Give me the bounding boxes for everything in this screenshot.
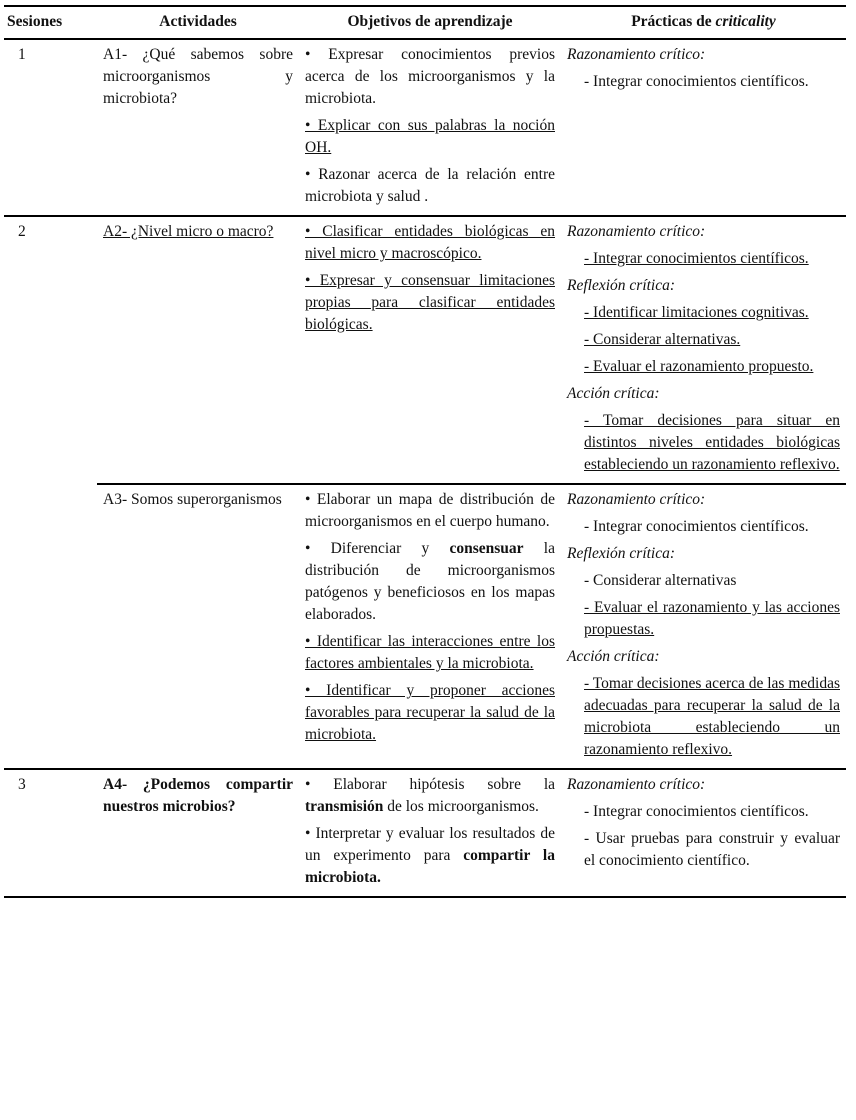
objective-item: • Clasificar entidades biológicas en nivel micro y macroscópico. [305,223,555,262]
objective-bold: compartir la microbiota. [305,847,555,886]
practice-category: Acción crítica: [567,648,660,665]
objective-item [305,538,555,626]
objective-item: • Identificar y proponer acciones favorables para recuperar la salud de la microbiota. [305,682,555,743]
objectives-cell [299,769,561,897]
activity-cell: A2- ¿Nivel micro o macro? [97,216,299,484]
session-number-empty [4,484,97,769]
practice-item: - Tomar decisiones para situar en distintos niveles entidades biológicas estableciendo un razonamiento reflexivo. [584,412,840,473]
header-practicas [561,6,846,39]
table-row [4,39,846,216]
session-number: 1 [18,46,26,63]
objective-item: • Expresar y consensuar limitaciones propias para clasificar entidades biológicas. [305,272,555,333]
objectives-cell [299,39,561,216]
activities-table [4,5,846,898]
objective-text: • Interpretar y evaluar los resultados de un experimento para [305,825,555,864]
objective-item: • Expresar conocimientos previos acerca de los microorganismos y la microbiota. [305,46,555,107]
header-practicas-prefix: Prácticas de [631,13,716,30]
objectives-cell [299,484,561,769]
table-header-row [4,6,846,39]
objective-item: • Razonar acerca de la relación entre microbiota y salud . [305,166,555,205]
objective-item [305,823,555,889]
objective-text: • Elaborar hipótesis sobre la [305,776,555,793]
objective-text: • Diferenciar y [305,540,450,557]
activity-cell [97,769,299,897]
practice-item: - Integrar conocimientos científicos. [584,250,809,267]
practice-category: Razonamiento crítico: [567,46,706,63]
practice-category: Razonamiento crítico: [567,491,706,508]
table-row [4,216,846,484]
objectives-cell [299,216,561,484]
practice-category: Razonamiento crítico: [567,776,706,793]
practice-item: - Considerar alternativas. [584,331,741,348]
practice-category: Acción crítica: [567,385,660,402]
header-practicas-em: criticality [715,13,776,30]
practice-item: - Evaluar el razonamiento y las acciones propuestas. [584,599,840,638]
objective-bold: transmisión [305,798,384,815]
objective-text: la distribución de microorganismos patógenos y beneficiosos en los mapas elaborados. [305,540,555,623]
practice-item: - Integrar conocimientos científicos. [584,73,809,90]
practices-cell [561,39,846,216]
practice-item: - Identificar limitaciones cognitivas. [584,304,809,321]
practice-category: Reflexión crítica: [567,545,676,562]
activity-cell: A3- Somos superorganismos [97,484,299,769]
session-number: 3 [4,769,97,897]
activity-cell: A1- ¿Qué sabemos sobre microorganismos y microbiota? [103,46,293,107]
practice-item: - Integrar conocimientos científicos. [584,518,809,535]
practice-category: Reflexión crítica: [567,277,676,294]
objective-bold: consensuar [449,540,524,557]
practice-item: - Considerar alternativas [584,572,737,589]
header-sesiones: Sesiones [4,6,97,39]
practices-cell [561,769,846,897]
table-row [4,484,846,769]
activity-bold-text: A4- ¿Podemos compartir nuestros microbios? [103,776,293,815]
practice-item: - Integrar conocimientos científicos. [584,803,809,820]
objective-item: • Elaborar un mapa de distribución de microorganismos en el cuerpo humano. [305,491,555,530]
practice-item: - Tomar decisiones acerca de las medidas adecuadas para recuperar la salud de la microbiota estableciendo un razonamiento reflexivo. [584,675,840,758]
practice-item: - Usar pruebas para construir y evaluar el conocimiento científico. [584,830,840,869]
practice-category: Razonamiento crítico: [567,223,706,240]
practices-cell [561,216,846,484]
objective-item: • Explicar con sus palabras la noción OH. [305,117,555,156]
header-objetivos: Objetivos de aprendizaje [299,6,561,39]
practice-item: - Evaluar el razonamiento propuesto. [584,358,814,375]
table-row [4,769,846,897]
practices-cell [561,484,846,769]
session-number: 2 [4,216,97,484]
objective-item [305,774,555,818]
objective-text: de los microorganismos. [383,798,539,815]
header-actividades: Actividades [97,6,299,39]
objective-item: • Identificar las interacciones entre los factores ambientales y la microbiota. [305,633,555,672]
